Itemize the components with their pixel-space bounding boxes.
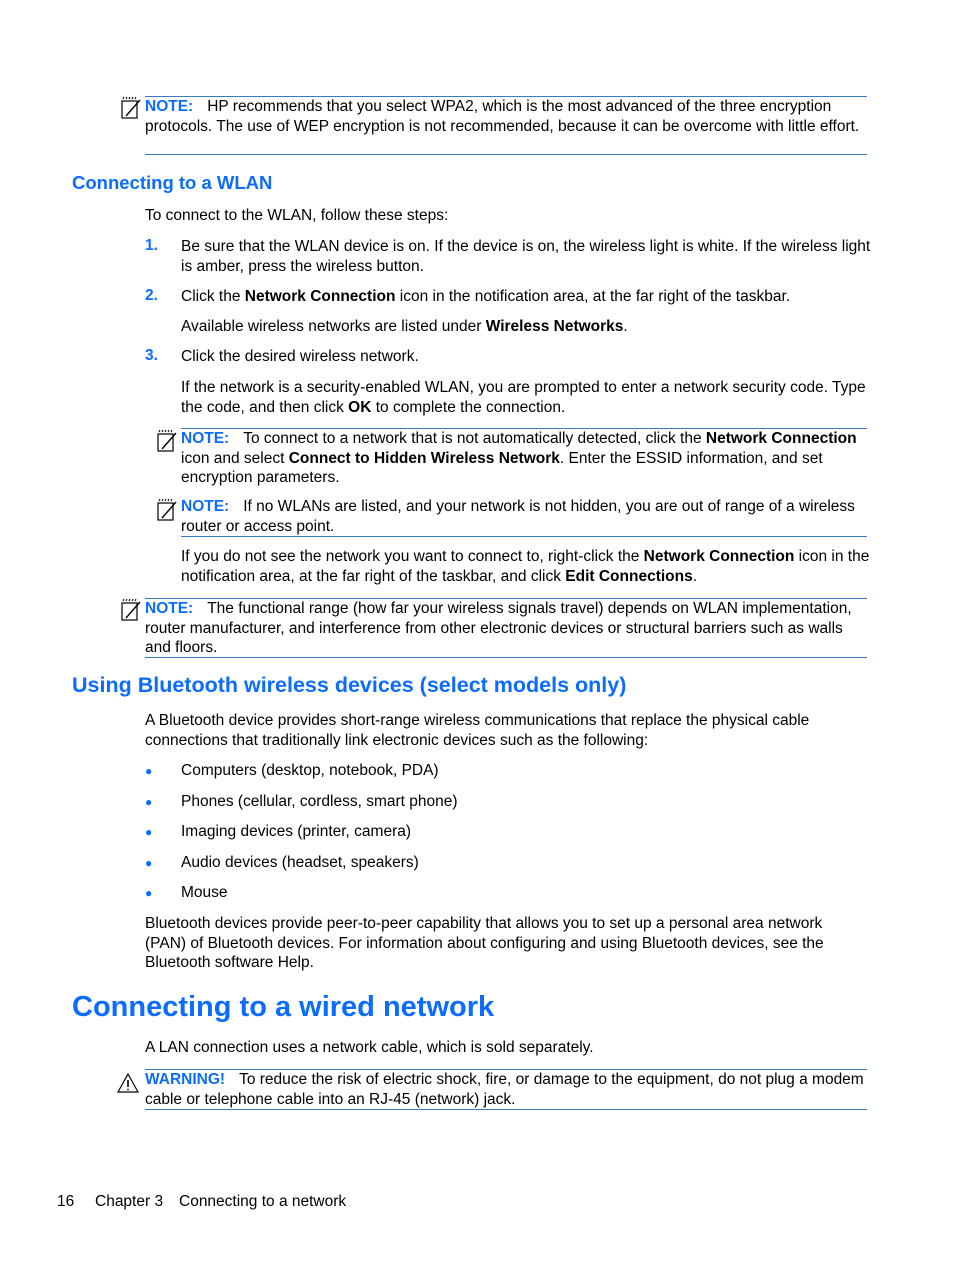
warning-box [145,1069,867,1110]
step-text: Click the Network Connection icon in the notification area, at the far right of the taskbar. [181,288,791,305]
note-icon [120,96,142,120]
note-icon [156,498,178,522]
note-text [145,97,867,136]
paragraph: Bluetooth devices provide peer-to-peer capability that allows you to set up a personal area network (PAN) of Bluetooth devices. For information about configuring and using Bluetooth devices, see the Bluetooth software Help. [145,915,824,971]
list-item: Mouse [181,884,228,901]
list-item: Imaging devices (printer, camera) [181,823,412,840]
warning-label: WARNING! [145,1071,226,1088]
warning-text: WARNING! To reduce the risk of electric shock, fire, or damage to the equipment, do not plug a modem cable or telephone cable into an RJ-45 (network) jack. [145,1071,864,1108]
list-item: Phones (cellular, cordless, smart phone) [181,793,458,810]
list-item: Computers (desktop, notebook, PDA) [181,762,439,779]
page-number: 16 [57,1193,75,1210]
note-icon [156,429,178,453]
step-subtext: Available wireless networks are listed under Wireless Networks. [181,318,628,335]
note-body: HP recommends that you select WPA2, which is the most advanced of the three encryption protocols. The use of WEP encryption is not recommended, because it can be overcome with little effort. [145,98,860,135]
footer-chapter: Chapter 3 [95,1193,164,1210]
note-label: NOTE: [181,498,230,515]
note-box [145,96,867,155]
note-label: NOTE: [181,430,230,447]
note-text: NOTE: If no WLANs are listed, and your network is not hidden, you are out of range of a wireless router or access point. [181,498,855,535]
section-heading: Using Bluetooth wireless devices (select models only) [72,673,627,697]
note-text: NOTE: To connect to a network that is not automatically detected, click the Network Connection icon and select Connect to Hidden Wireless Network. Enter the ESSID information, and set encryption parameters. [181,430,857,486]
warning-icon [117,1071,139,1095]
step-number: 1. [145,237,158,254]
note-label: NOTE: [145,600,194,617]
note-icon [120,598,142,622]
note-label: NOTE: [145,98,194,115]
bullet: ● [145,795,153,809]
note-box [145,598,867,658]
step-number: 3. [145,347,158,364]
step-subtext: If the network is a security-enabled WLAN, you are prompted to enter a network security code. Type the code, and then click OK to complete the connection. [181,379,866,416]
paragraph: To connect to the WLAN, follow these steps: [145,207,449,224]
note-box [181,428,867,489]
chapter-heading: Connecting to a wired network [72,991,495,1023]
bullet: ● [145,764,153,778]
paragraph: A LAN connection uses a network cable, which is sold separately. [145,1039,594,1056]
bullet: ● [145,886,153,900]
paragraph: A Bluetooth device provides short-range wireless communications that replace the physical cable connections that traditionally link electronic devices such as the following: [145,712,810,749]
step-number: 2. [145,287,158,304]
paragraph: If you do not see the network you want to connect to, right-click the Network Connection icon in the notification area, at the far right of the taskbar, and click Edit Connections. [181,548,870,585]
step-text: Be sure that the WLAN device is on. If the device is on, the wireless light is white. If the wireless light is amber, press the wireless button. [181,238,871,275]
section-heading: Connecting to a WLAN [72,172,273,193]
step-text: Click the desired wireless network. [181,348,419,365]
footer-title: Connecting to a network [179,1193,347,1210]
bullet: ● [145,856,153,870]
note-text: NOTE: The functional range (how far your wireless signals travel) depends on WLAN implementation, router manufacturer, and interference from other electronic devices or structural barriers such as walls and floors. [145,600,852,656]
list-item: Audio devices (headset, speakers) [181,854,419,871]
note-box [181,497,867,537]
bullet: ● [145,825,153,839]
